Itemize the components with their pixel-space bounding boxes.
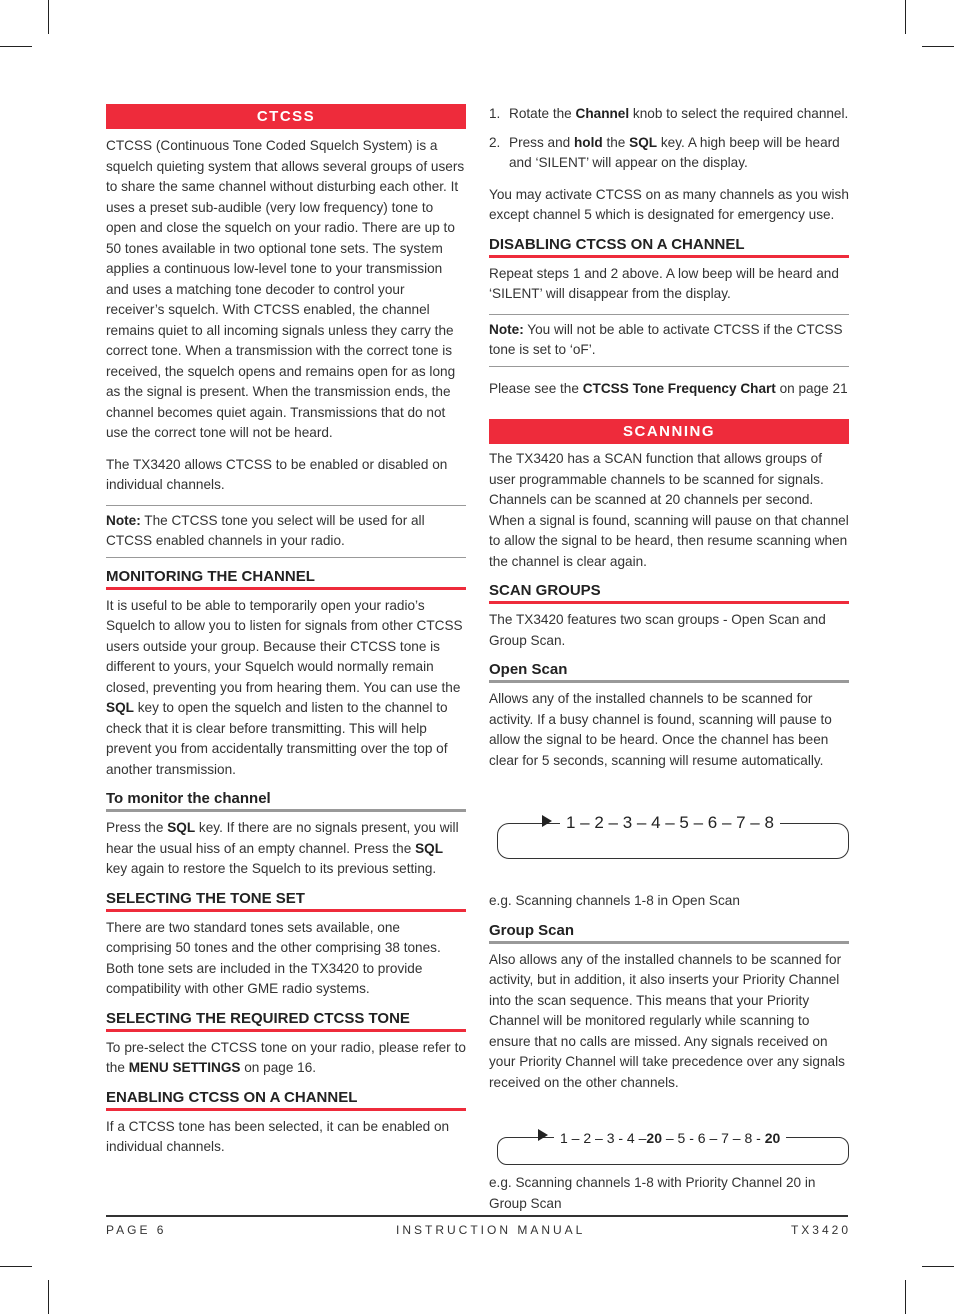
- left-column: [106, 104, 466, 1158]
- see-chart-text: Please see the CTCSS Tone Frequency Chart on page 21: [489, 380, 848, 396]
- crop-mark: [48, 1280, 49, 1314]
- group-scan-text: Also allows any of the installed channels to be scanned for activity, but in addition, it also inserts your Priority Channel into the scan sequence. This means that your Priority Channel will be monitored regularly while scanning to ensure that no calls are missed. Any signals received on your Priority Channel will take precedence over any signals received on the other channels.: [489, 951, 845, 1090]
- page-footer: [106, 1215, 851, 1237]
- ctcss-intro: CTCSS (Continuous Tone Coded Squelch System) is a squelch quieting system that allows several groups of users to share the same channel without disturbing each other. It uses a preset sub-audible (very low frequency) tone to open and close the squelch on your radio. There are up to 50 tones available in two optional tone sets. The system applies a continuous low-level tone to your transmission and uses a matching tone decoder to control your receiver’s squelch. With CTCSS enabled, the channel remains quiet to all incoming signals unless they carry the correct tone. When a transmission with the correct tone is received, the squelch opens and remains open for as long as the signal is present. When the transmission ends, the channel becomes quiet again. Transmissions that do not use the correct tone will not be heard.: [106, 138, 465, 440]
- disabling-text: Repeat steps 1 and 2 above. A low beep will be heard and ‘SILENT’ will disappear from the display.: [489, 265, 839, 301]
- monitoring-text: It is useful to be able to temporarily open your radio’s Squelch to allow you to listen for signals from other CTCSS users outside your group. Because their CTCSS tone is different to yours, your Squelch would normally remain closed, preventing you from hearing them. You can use the SQL key to open the squelch and listen to the channel to check that it is clear before transmitting. This will help prevent you from accidentally transmitting over the top of another transmission.: [106, 597, 463, 777]
- open-scan-heading: Open Scan: [489, 661, 849, 683]
- tone-set-text: There are two standard tones sets available, one comprising 50 tones and the other comprising 38 tones. Both tone sets are included in the TX3420 to provide compatibility with other GME radio systems.: [106, 919, 441, 996]
- crop-mark: [922, 1266, 954, 1267]
- monitoring-heading: MONITORING THE CHANNEL: [106, 568, 466, 590]
- ctcss-allows: The TX3420 allows CTCSS to be enabled or disabled on individual channels.: [106, 456, 448, 492]
- crop-mark: [0, 1266, 32, 1267]
- ctcss-note: [106, 506, 466, 557]
- activate-text: You may activate CTCSS on as many channels as you wish except channel 5 which is designated for emergency use.: [489, 186, 849, 222]
- footer-title: INSTRUCTION MANUAL: [396, 1223, 586, 1237]
- open-scan-diagram: [497, 813, 849, 859]
- crop-mark: [48, 0, 49, 34]
- note-text: The CTCSS tone you select will be used for all CTCSS enabled channels in your radio.: [106, 512, 425, 548]
- scanning-text: The TX3420 has a SCAN function that allows groups of user programmable channels to be scanned for signals. Channels can be scanned at 20 channels per second. When a signal is found, scanning will pause on that channel to allow the signal to be heard, then resume scanning when the channel is clear again.: [489, 451, 849, 569]
- step-1: 1. Rotate the Channel knob to select the required channel.: [489, 106, 849, 121]
- arrow-icon: [542, 815, 552, 827]
- crop-mark: [905, 1280, 906, 1314]
- scanning-banner: SCANNING: [489, 419, 849, 444]
- arrow-icon: [538, 1129, 548, 1141]
- scan-groups-heading: SCAN GROUPS: [489, 582, 849, 604]
- open-scan-text: Allows any of the installed channels to be scanned for activity. If a busy channel is found, scanning will pause to allow the signal to be heard. Once the channel has been clear for 5 seconds, scanning will resume automatically.: [489, 691, 832, 768]
- disabling-note: Note: You will not be able to activate CTCSS if the CTCSS tone is set to ‘oF’.: [489, 321, 843, 357]
- footer-page: PAGE 6: [106, 1223, 167, 1237]
- group-scan-caption: e.g. Scanning channels 1-8 with Priority Channel 20 in Group Scan: [489, 1175, 816, 1211]
- step-2: 2. Press and hold the SQL key. A high beep will be heard and ‘SILENT’ will appear on the display.: [489, 134, 840, 170]
- group-scan-sequence: 1 – 2 – 3 - 4 –20 – 5 - 6 – 7 – 8 - 20: [554, 1127, 786, 1149]
- required-tone-heading: SELECTING THE REQUIRED CTCSS TONE: [106, 1010, 466, 1032]
- crop-mark: [905, 0, 906, 34]
- to-monitor-text: Press the SQL key. If there are no signals present, you will hear the usual hiss of an empty channel. Press the SQL key again to restore the Squelch to its previous setting.: [106, 820, 459, 876]
- group-scan-diagram: [497, 1130, 849, 1165]
- group-scan-heading: Group Scan: [489, 922, 849, 944]
- ctcss-banner: CTCSS: [106, 104, 466, 129]
- tone-set-heading: SELECTING THE TONE SET: [106, 890, 466, 912]
- footer-model: TX3420: [790, 1223, 851, 1237]
- disabling-heading: DISABLING CTCSS ON A CHANNEL: [489, 236, 849, 258]
- required-tone-text: To pre-select the CTCSS tone on your radio, please refer to the MENU SETTINGS on page 16.: [106, 1039, 466, 1075]
- crop-mark: [922, 46, 954, 47]
- enabling-text: If a CTCSS tone has been selected, it can be enabled on individual channels.: [106, 1118, 450, 1154]
- enabling-heading: ENABLING CTCSS ON A CHANNEL: [106, 1089, 466, 1111]
- crop-mark: [0, 46, 32, 47]
- open-scan-caption: e.g. Scanning channels 1-8 in Open Scan: [489, 893, 740, 908]
- note-label: Note:: [106, 512, 141, 528]
- open-scan-sequence: 1 – 2 – 3 – 4 – 5 – 6 – 7 – 8: [560, 812, 780, 834]
- scan-groups-text: The TX3420 features two scan groups - Open Scan and Group Scan.: [489, 612, 826, 648]
- to-monitor-heading: To monitor the channel: [106, 790, 466, 812]
- right-column: [489, 104, 849, 1214]
